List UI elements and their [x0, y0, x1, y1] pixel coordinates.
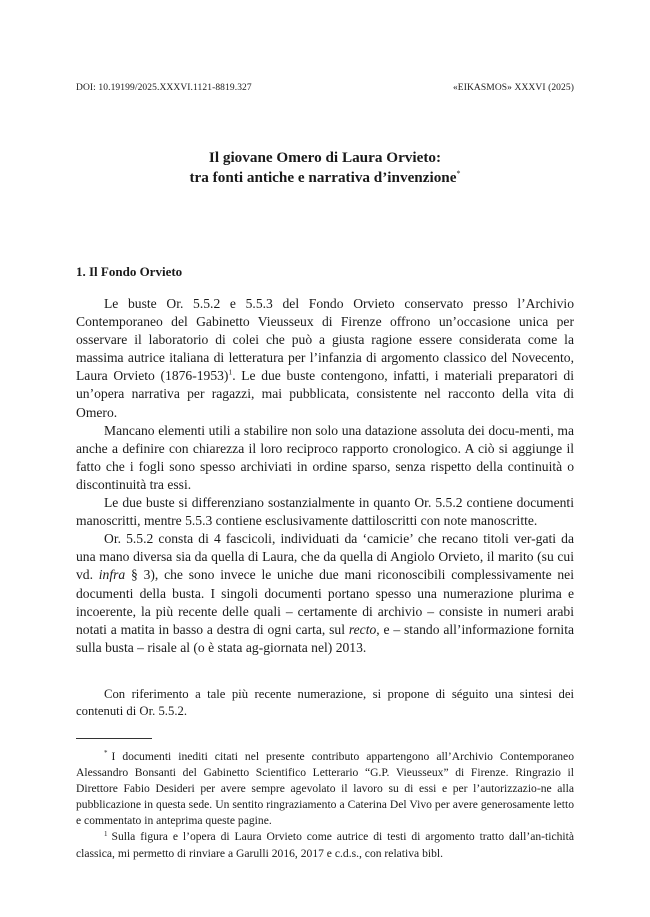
recto-italic: recto	[348, 621, 377, 637]
paragraph-1-tail: . Le due buste contengono, infatti, i materiali preparatori di un’opera narrativa per ragazzi, mai pubblicata, consistente nel racconto della vita di Omero.	[76, 368, 574, 420]
footnotes	[76, 749, 574, 862]
paragraph-3: Le due buste si differenziano sostanzialmente in quanto Or. 5.5.2 contiene documenti manoscritti, mentre 5.5.3 contiene esclusivamente dattiloscritti con note manoscritte.	[76, 495, 574, 529]
footnote-star: * I documenti inediti citati nel presente contributo appartengono all’Archivio Contemporaneo Alessandro Bonsanti del Gabinetto Scientifico Letterario “G.P. Vieusseux” di Firenze. Ringrazio il Direttore Fabio Desideri per avere sempre agevolato il lavoro su di essi e per l’autorizzazio-ne alla pubblicazione in questa sede. Un sentito ringraziamento a Caterina Del Vivo per avere generosamente letto e commentato in anteprima queste pagine.	[76, 749, 574, 828]
paragraph-4: Or. 5.5.2 consta di 4 fascicoli, individuati da ‘camicie’ che recano titoli ver-gati da una mano diversa sia da quella di Laura, che da quella di Angiolo Orvieto, il marito (su cui vd. infra § 3), che sono invece le uniche due mani riconoscibili complessivamente nei documenti della busta. I singoli documenti portano spesso una numerazione plurima e incoerente, la più recente delle quali – certamente di archivio – consiste in numeri arabi notati a matita in basso a destra di ogni carta, sul recto, e – stando all’informazione fornita sulla busta – risale al (o è stata ag-giornata nel) 2013.	[76, 531, 574, 655]
paragraph-1	[76, 295, 574, 422]
paragraph-4-c: § 3), che sono invece le uniche due mani riconoscibili complessivamente nei documenti della busta. I singoli documenti portano spesso una numerazione plurima e incoerente, la più recente delle quali – certamente di archivio – consiste in numeri arabi notati a matita in basso a destra di ogni carta, sul	[76, 567, 574, 637]
paragraph-4-e: giornata nel) 2013.	[263, 639, 367, 655]
paragraph-2: Mancano elementi utili a stabilire non solo una datazione assoluta dei docu-menti, ma anche a definire con chiarezza il loro reciproco rapporto cronologico. A ciò si aggiunge il fatto che i fogli sono spesso archiviati in ordine sparso, senza rispetto della continuità o discontinuità tra essi.	[76, 422, 574, 492]
paragraph-4-b: gati da una mano diversa sia da quella di Laura, che da quella di Angiolo Orvieto, il marito (su cui vd.	[76, 531, 574, 583]
footnote-rule	[76, 738, 152, 739]
footnote-1-marker: 1	[104, 829, 108, 838]
paragraph-5: Con riferimento a tale più recente numerazione, si propone di séguito una sintesi dei contenuti di Or. 5.5.2.	[76, 687, 574, 719]
summary-intro	[76, 686, 574, 721]
running-header	[76, 83, 574, 93]
main-text	[76, 295, 574, 657]
section-heading: 1. Il Fondo Orvieto	[76, 264, 183, 279]
paragraph-4-d: , e – stando all’informazione fornita sulla busta – risale al (o è stata ag	[76, 621, 574, 655]
journal-text: «EIKASMOS» XXXVI (2025)	[452, 83, 574, 93]
article-title	[76, 148, 574, 188]
paragraph-2-a: Mancano elementi utili a stabilire non solo una datazione assoluta dei docu	[104, 422, 515, 438]
footnote-star-marker: *	[104, 749, 108, 758]
footnote-1-a: Sulla figura e l’opera di Laura Orvieto come autrice di testi di argomento tratto dall’an	[111, 830, 542, 844]
title-line-2-text: tra fonti antiche e narrativa d’invenzione	[189, 169, 457, 186]
footnote-1-b: tichità classica, mi permetto di rinviare a Garulli 2016, 2017 e c.d.s., con relativa bibl.	[76, 830, 574, 860]
title-line-1: Il giovane Omero di Laura Orvieto:	[208, 149, 442, 166]
doi-text: DOI: 10.19199/2025.XXXVI.1121-8819.327	[76, 83, 252, 93]
footnote-star-b: ne alla pubblicazione in questa sede. Un sentito ringraziamento a Caterina Del Vivo per avere generosamente letto e commentato in anteprima queste pagine.	[76, 782, 574, 828]
paragraph-4-a: Or. 5.5.2 consta di 4 fascicoli, individuati da ‘camicie’ che recano titoli ver	[104, 531, 532, 547]
paragraph-1-text: Le buste Or. 5.5.2 e 5.5.3 del Fondo Orvieto conservato presso l’Archivio Contemporaneo del Gabinetto Vieusseux di Firenze offrono un’occasione unica per osservare il laboratorio di colei che può a giusta ragione essere considerata come la massima autrice italiana di letteratura per l’infanzia di argomento classico del Novecento, Laura Orvieto (1876-1953)	[76, 296, 574, 384]
title-note-marker: *	[456, 168, 461, 178]
footnote-ref-1: 1	[228, 367, 233, 377]
infra-italic: infra	[98, 567, 126, 583]
title-line-2	[76, 168, 574, 188]
paragraph-2-b: menti, ma anche a definire con chiarezza il loro reciproco rapporto cronologico. A ciò si aggiunge il fatto che i fogli sono spesso archiviati in ordine sparso, senza rispetto della continuità o discontinuità tra essi.	[76, 422, 574, 492]
footnote-star-a: I documenti inediti citati nel presente contributo appartengono all’Archivio Contemporaneo Alessandro Bonsanti del Gabinetto Scientifico Letterario “G.P. Vieusseux” di Firenze. Ringrazio il Direttore Fabio Desideri per avere sempre agevolato il lavoro su di essi e per l’autorizzazio	[76, 750, 574, 796]
footnote-1: $^1$ Sulla figura e l’opera di Laura Orvieto come autrice di testi di argomento tratto dall’an-tichità classica, mi permetto di rinviare a Garulli 2016, 2017 e c.d.s., con relativa bibl.	[76, 829, 574, 860]
